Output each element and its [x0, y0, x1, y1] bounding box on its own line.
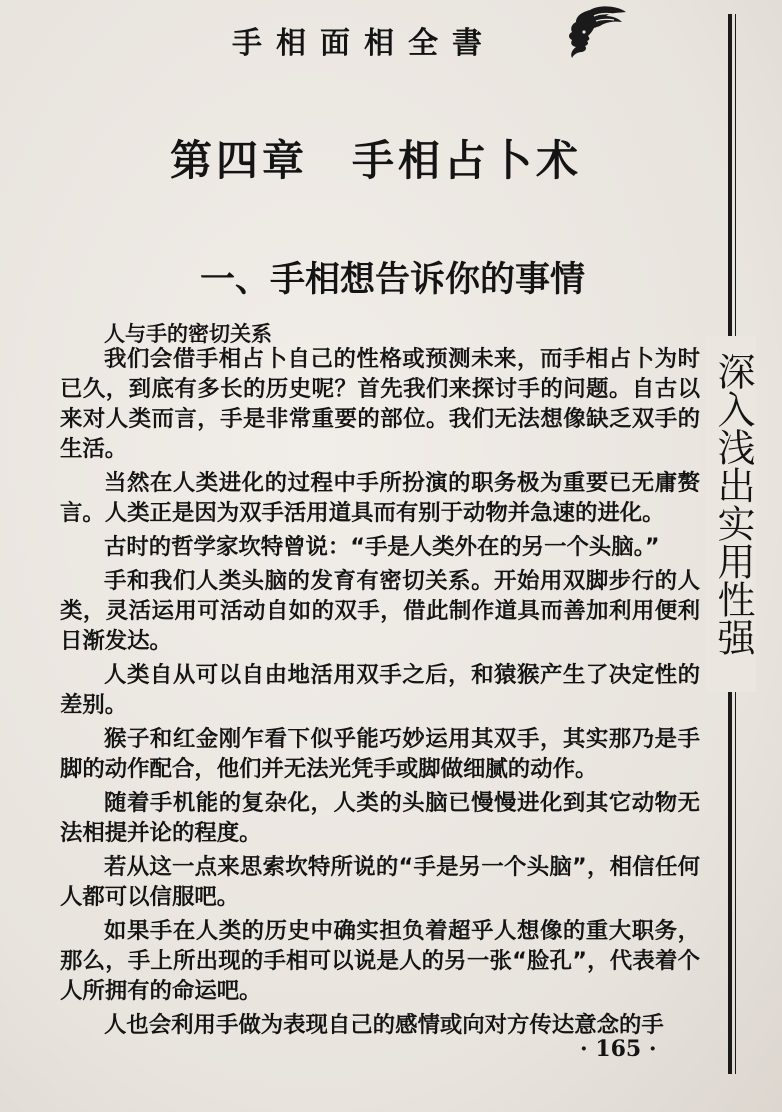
paragraph: 如果手在人类的历史中确实担负着超乎人想像的重大职务，那么，手上所出现的手相可以说是人的另一张“脸孔”，代表着个人所拥有的命运吧。 — [60, 918, 700, 1004]
paragraph: 猴子和红金刚乍看下似乎能巧妙运用其双手，其实那乃是手脚的动作配合，他们并无法光凭手或脚做细腻的动作。 — [60, 726, 700, 782]
paragraph: 手和我们人类头脑的发育有密切关系。开始用双脚步行的人类，灵活运用可活动自如的双手，借此制作道具而善加利用便利日渐发达。 — [60, 568, 700, 654]
running-head: 手相面相全書 — [232, 26, 496, 61]
paragraph: 当然在人类进化的过程中手所扮演的职务极为重要已无庸赘言。人类正是因为双手活用道具而有别于动物并急速的进化。 — [60, 470, 700, 526]
chapter-name: 手相占卜术 — [352, 136, 583, 185]
paragraph: 古时的哲学家坎特曾说：“手是人类外在的另一个头脑。” — [104, 534, 660, 560]
paragraph: 人也会利用手做为表现自己的感情或向对方传达意念的手 — [104, 1012, 664, 1038]
chapter-number: 第四章 — [170, 136, 309, 185]
paragraph: 人类自从可以自由地活用双手之后，和猿猴产生了决定性的差别。 — [60, 662, 700, 718]
body-text — [60, 344, 700, 1044]
paragraph: 若从这一点来思索坎特所说的“手是另一个头脑”，相信任何人都可以信服吧。 — [60, 854, 700, 910]
subhead: 人与手的密切关系 — [104, 322, 272, 346]
face-profile-icon — [560, 4, 632, 62]
side-label: 深入浅出实用性强 — [711, 352, 755, 656]
page-number: · 165 · — [580, 1036, 657, 1062]
section-title: 一、手相想告诉你的事情 — [200, 260, 586, 300]
paragraph: 我们会借手相占卜自己的性格或预测未来，而手相占卜为时已久，到底有多长的历史呢？首先我们来探讨手的问题。自古以来对人类而言，手是非常重要的部位。我们无法想像缺乏双手的生活。 — [60, 346, 700, 462]
paragraph: 随着手机能的复杂化，人类的头脑已慢慢进化到其它动物无法相提并论的程度。 — [60, 790, 700, 846]
chapter-title — [170, 128, 582, 188]
